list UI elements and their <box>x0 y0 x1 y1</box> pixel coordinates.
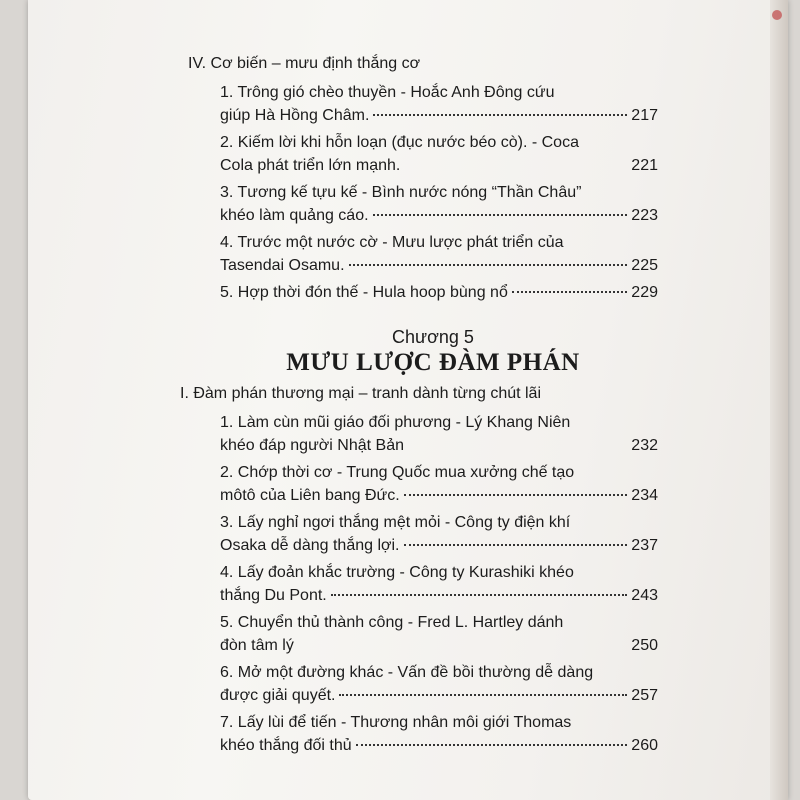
page-number: 234 <box>631 487 658 504</box>
page-number: 221 <box>631 157 658 174</box>
corner-mark <box>772 10 782 20</box>
page-number: 225 <box>631 257 658 274</box>
page-number: 223 <box>631 207 658 224</box>
section-i-heading: I. Đàm phán thương mại – tranh dành từng chút lãi <box>180 385 542 402</box>
table-of-contents <box>180 52 658 761</box>
toc-entry: 1. Làm cùn mũi giáo đối phương - Lý Khang Niên khéo đáp người Nhật Bản 232 <box>188 411 658 457</box>
toc-entry: 5. Chuyển thủ thành công - Fred L. Hartley dánh đòn tâm lý 250 <box>188 611 658 657</box>
section-iv-heading: IV. Cơ biến – mưu định thắng cơ <box>188 55 421 72</box>
toc-entry: 4. Trước một nước cờ - Mưu lược phát triển của Tasendai Osamu. 225 <box>188 231 658 277</box>
page-number: 232 <box>631 437 658 454</box>
toc-entry: 3. Lấy nghỉ ngơi thắng mệt mỏi - Công ty điện khí Osaka dễ dàng thắng lợi. 237 <box>188 511 658 557</box>
toc-entry: 1. Trông gió chèo thuyền - Hoắc Anh Đông cứu giúp Hà Hồng Châm. 217 <box>188 81 658 127</box>
page-number: 229 <box>631 284 658 301</box>
toc-entry: 6. Mở một đường khác - Vấn đề bồi thường dễ dàng được giải quyết. 257 <box>188 661 658 707</box>
toc-entry: 7. Lấy lùi để tiến - Thương nhân môi giới Thomas khéo thắng đối thủ 260 <box>188 711 658 757</box>
toc-entry: 4. Lấy đoản khắc trường - Công ty Kurashiki khéo thắng Du Pont. 243 <box>188 561 658 607</box>
chapter-title: MƯU LƯỢC ĐÀM PHÁN <box>286 349 580 376</box>
toc-entry: 3. Tương kế tựu kế - Bình nước nóng “Thần Châu” khéo làm quảng cáo. 223 <box>188 181 658 227</box>
toc-entry: 2. Kiếm lời khi hỗn loạn (đục nước béo cò). - Coca Cola phát triển lớn mạnh. 221 <box>188 131 658 177</box>
page-number: 260 <box>631 737 658 754</box>
book-page <box>28 0 788 800</box>
page-edge <box>770 0 788 800</box>
page-number: 250 <box>631 637 658 654</box>
chapter-label: Chương 5 <box>392 327 474 347</box>
page-number: 243 <box>631 587 658 604</box>
page-number: 237 <box>631 537 658 554</box>
page-number: 257 <box>631 687 658 704</box>
toc-entry: 5. Hợp thời đón thế - Hula hoop bùng nổ 229 <box>188 281 658 304</box>
page-number: 217 <box>631 107 658 124</box>
toc-entry: 2. Chớp thời cơ - Trung Quốc mua xưởng chế tạo môtô của Liên bang Đức. 234 <box>188 461 658 507</box>
